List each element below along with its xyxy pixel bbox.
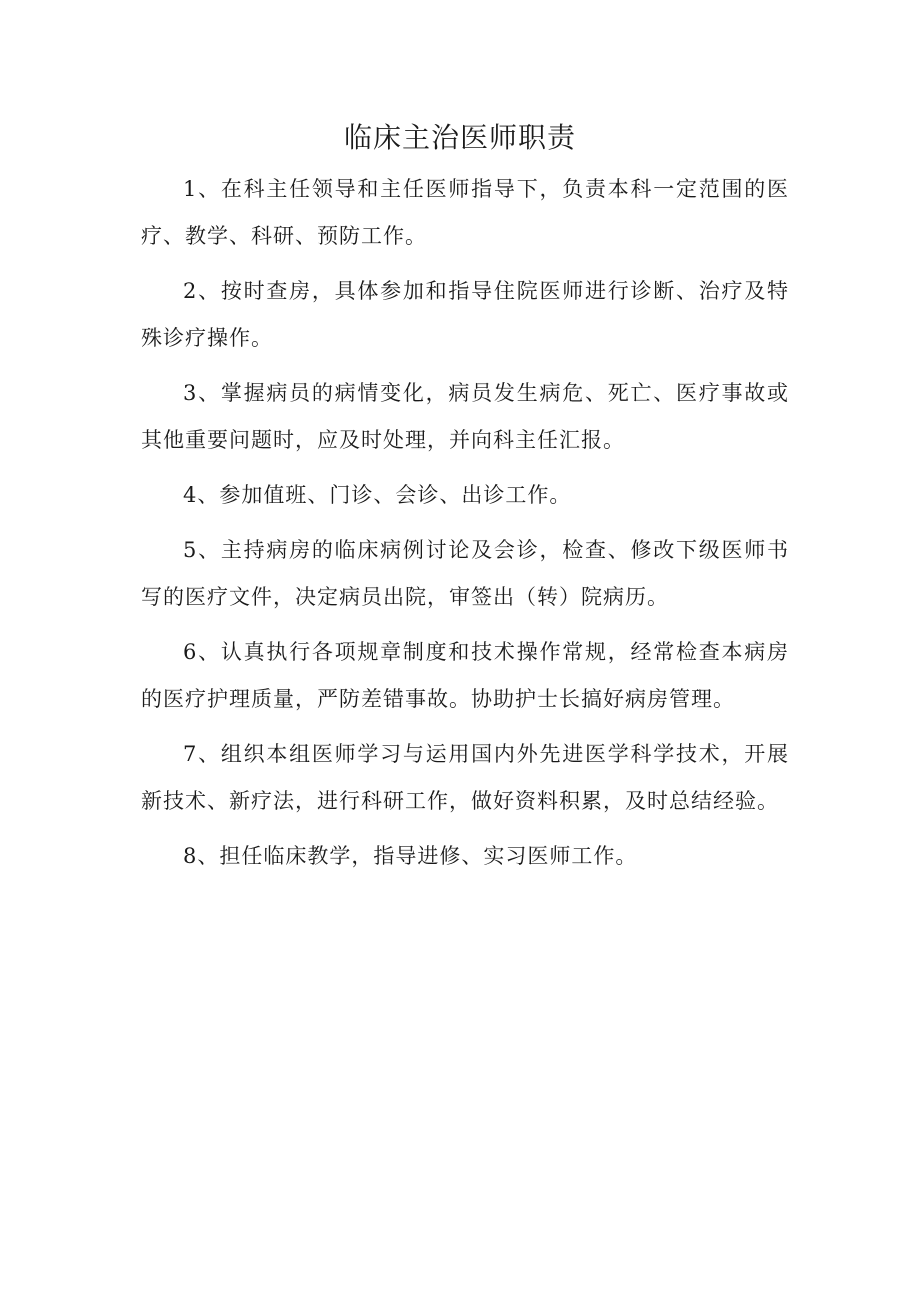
duty-item-8: 8、担任临床教学，指导进修、实习医师工作。 xyxy=(183,844,638,868)
document-title: 临床主治医师职责 xyxy=(343,121,576,154)
duty-item-7: 7、组织本组医师学习与运用国内外先进医学科学技术，开展新技术、新疗法，进行科研工作，做好资料积累，及时总结经验。 xyxy=(141,742,789,813)
duty-item-3: 3、掌握病员的病情变化，病员发生病危、死亡、医疗事故或其他重要问题时，应及时处理，并向科主任汇报。 xyxy=(141,381,789,452)
document-body xyxy=(141,166,789,888)
duty-item-6: 6、认真执行各项规章制度和技术操作常规，经常检查本病房的医疗护理质量，严防差错事故。协助护士长搞好病房管理。 xyxy=(141,640,789,711)
duty-item-5: 5、主持病房的临床病例讨论及会诊，检查、修改下级医师书写的医疗文件，决定病员出院，审签出（转）院病历。 xyxy=(141,538,789,609)
duty-item-1: 1、在科主任领导和主任医师指导下，负责本科一定范围的医疗、教学、科研、预防工作。 xyxy=(141,177,789,248)
duty-item-4: 4、参加值班、门诊、会诊、出诊工作。 xyxy=(183,483,572,507)
duty-item-2: 2、按时查房，具体参加和指导住院医师进行诊断、治疗及特殊诊疗操作。 xyxy=(141,279,789,350)
